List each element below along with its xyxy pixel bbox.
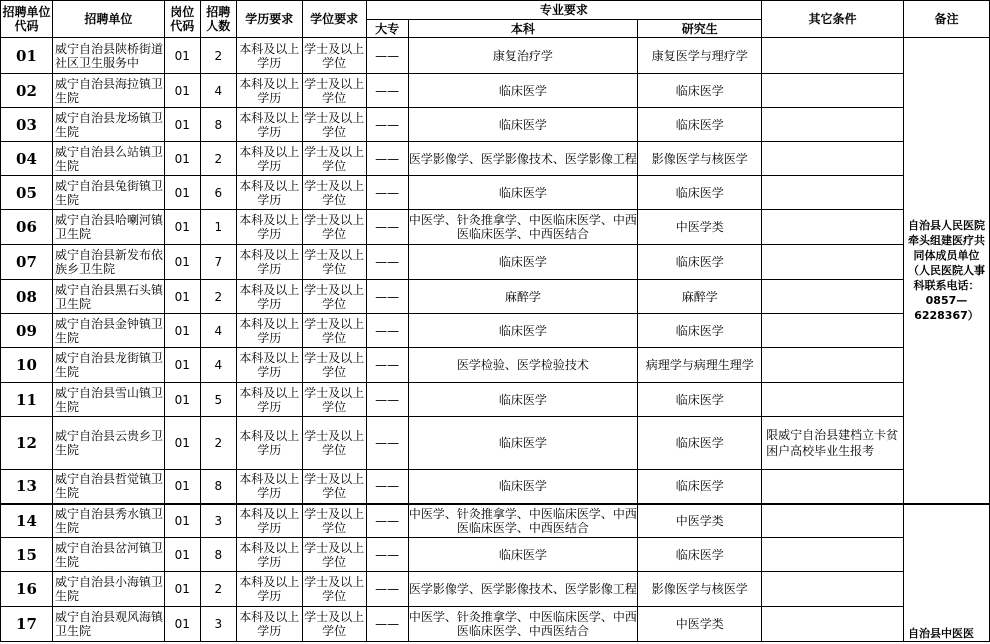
row-graduate: 中医学类 bbox=[638, 210, 762, 245]
row-post-code: 01 bbox=[164, 314, 200, 348]
row-graduate: 中医学类 bbox=[638, 607, 762, 642]
header-edu: 学历要求 bbox=[236, 1, 302, 38]
row-edu: 本科及以上学历 bbox=[236, 314, 302, 348]
row-edu: 本科及以上学历 bbox=[236, 176, 302, 210]
table-row bbox=[1, 108, 990, 142]
row-degree: 学士及以上学位 bbox=[302, 74, 366, 108]
row-edu: 本科及以上学历 bbox=[236, 538, 302, 572]
row-count: 2 bbox=[200, 417, 236, 470]
table-row bbox=[1, 383, 990, 417]
row-post-code: 01 bbox=[164, 245, 200, 280]
row-graduate: 中医学类 bbox=[638, 504, 762, 538]
row-edu: 本科及以上学历 bbox=[236, 504, 302, 538]
row-college: —— bbox=[366, 142, 408, 176]
row-degree: 学士及以上学位 bbox=[302, 38, 366, 74]
row-count: 1 bbox=[200, 210, 236, 245]
header-graduate: 研究生 bbox=[638, 20, 762, 38]
row-unit: 威宁自治县龙场镇卫生院 bbox=[52, 108, 164, 142]
header-major: 专业要求 bbox=[366, 1, 762, 20]
row-code: 04 bbox=[1, 142, 53, 176]
row-post-code: 01 bbox=[164, 348, 200, 383]
row-college: —— bbox=[366, 108, 408, 142]
row-degree: 学士及以上学位 bbox=[302, 607, 366, 642]
row-unit: 威宁自治县观风海镇卫生院 bbox=[52, 607, 164, 642]
table-row bbox=[1, 245, 990, 280]
row-degree: 学士及以上学位 bbox=[302, 245, 366, 280]
row-college: —— bbox=[366, 607, 408, 642]
table-row bbox=[1, 280, 990, 314]
header-bachelor: 本科 bbox=[408, 20, 638, 38]
row-unit: 威宁自治县云贵乡卫生院 bbox=[52, 417, 164, 470]
row-code: 15 bbox=[1, 538, 53, 572]
row-count: 3 bbox=[200, 504, 236, 538]
row-bachelor: 临床医学 bbox=[408, 538, 638, 572]
row-graduate: 影像医学与核医学 bbox=[638, 572, 762, 607]
row-degree: 学士及以上学位 bbox=[302, 572, 366, 607]
row-post-code: 01 bbox=[164, 607, 200, 642]
row-code: 07 bbox=[1, 245, 53, 280]
row-post-code: 01 bbox=[164, 538, 200, 572]
row-bachelor: 临床医学 bbox=[408, 383, 638, 417]
row-unit: 威宁自治县龙街镇卫生院 bbox=[52, 348, 164, 383]
row-bachelor: 中医学、针灸推拿学、中医临床医学、中西医临床医学、中西医结合 bbox=[408, 210, 638, 245]
row-post-code: 01 bbox=[164, 280, 200, 314]
header-unit-code: 招聘单位代码 bbox=[1, 1, 53, 38]
row-bachelor: 康复治疗学 bbox=[408, 38, 638, 74]
row-post-code: 01 bbox=[164, 210, 200, 245]
row-post-code: 01 bbox=[164, 38, 200, 74]
row-code: 02 bbox=[1, 74, 53, 108]
row-code: 12 bbox=[1, 417, 53, 470]
row-code: 06 bbox=[1, 210, 53, 245]
table-row bbox=[1, 348, 990, 383]
row-graduate: 临床医学 bbox=[638, 383, 762, 417]
row-college: —— bbox=[366, 38, 408, 74]
row-degree: 学士及以上学位 bbox=[302, 280, 366, 314]
row-graduate: 临床医学 bbox=[638, 108, 762, 142]
row-other bbox=[762, 504, 904, 538]
row-code: 17 bbox=[1, 607, 53, 642]
row-degree: 学士及以上学位 bbox=[302, 108, 366, 142]
remark-medical-group-1: 自治县人民医院牵头组建医疗共同体成员单位（人民医院人事科联系电话：0857—6228367） bbox=[903, 38, 989, 504]
table-row bbox=[1, 74, 990, 108]
remark-medical-group-2: 自治县中医医 bbox=[903, 504, 989, 642]
row-degree: 学士及以上学位 bbox=[302, 348, 366, 383]
row-edu: 本科及以上学历 bbox=[236, 142, 302, 176]
row-bachelor: 中医学、针灸推拿学、中医临床医学、中西医临床医学、中西医结合 bbox=[408, 607, 638, 642]
row-edu: 本科及以上学历 bbox=[236, 38, 302, 74]
row-other bbox=[762, 348, 904, 383]
row-edu: 本科及以上学历 bbox=[236, 348, 302, 383]
row-unit: 威宁自治县岔河镇卫生院 bbox=[52, 538, 164, 572]
row-unit: 威宁自治县海拉镇卫生院 bbox=[52, 74, 164, 108]
row-degree: 学士及以上学位 bbox=[302, 176, 366, 210]
row-graduate: 临床医学 bbox=[638, 417, 762, 470]
row-degree: 学士及以上学位 bbox=[302, 417, 366, 470]
row-other bbox=[762, 280, 904, 314]
row-graduate: 影像医学与核医学 bbox=[638, 142, 762, 176]
row-unit: 威宁自治县哈喇河镇卫生院 bbox=[52, 210, 164, 245]
row-count: 8 bbox=[200, 108, 236, 142]
row-college: —— bbox=[366, 245, 408, 280]
row-other: 限威宁自治县建档立卡贫困户高校毕业生报考 bbox=[762, 417, 904, 470]
row-code: 14 bbox=[1, 504, 53, 538]
row-bachelor: 医学检验、医学检验技术 bbox=[408, 348, 638, 383]
row-edu: 本科及以上学历 bbox=[236, 572, 302, 607]
row-other bbox=[762, 38, 904, 74]
row-code: 11 bbox=[1, 383, 53, 417]
row-unit: 威宁自治县黑石头镇卫生院 bbox=[52, 280, 164, 314]
row-count: 5 bbox=[200, 383, 236, 417]
row-college: —— bbox=[366, 383, 408, 417]
table-row bbox=[1, 470, 990, 504]
row-college: —— bbox=[366, 314, 408, 348]
row-graduate: 临床医学 bbox=[638, 314, 762, 348]
row-bachelor: 麻醉学 bbox=[408, 280, 638, 314]
row-graduate: 临床医学 bbox=[638, 245, 762, 280]
row-post-code: 01 bbox=[164, 417, 200, 470]
row-graduate: 临床医学 bbox=[638, 538, 762, 572]
row-bachelor: 中医学、针灸推拿学、中医临床医学、中西医临床医学、中西医结合 bbox=[408, 504, 638, 538]
row-unit: 威宁自治县哲觉镇卫生院 bbox=[52, 470, 164, 504]
row-other bbox=[762, 538, 904, 572]
row-code: 09 bbox=[1, 314, 53, 348]
row-edu: 本科及以上学历 bbox=[236, 417, 302, 470]
row-count: 2 bbox=[200, 280, 236, 314]
table-row bbox=[1, 142, 990, 176]
row-unit: 威宁自治县雪山镇卫生院 bbox=[52, 383, 164, 417]
row-post-code: 01 bbox=[164, 74, 200, 108]
row-bachelor: 临床医学 bbox=[408, 108, 638, 142]
row-college: —— bbox=[366, 572, 408, 607]
header-college: 大专 bbox=[366, 20, 408, 38]
row-graduate: 病理学与病理生理学 bbox=[638, 348, 762, 383]
row-other bbox=[762, 210, 904, 245]
row-unit: 威宁自治县金钟镇卫生院 bbox=[52, 314, 164, 348]
header-other: 其它条件 bbox=[762, 1, 904, 38]
row-college: —— bbox=[366, 538, 408, 572]
row-edu: 本科及以上学历 bbox=[236, 280, 302, 314]
row-graduate: 康复医学与理疗学 bbox=[638, 38, 762, 74]
row-other bbox=[762, 607, 904, 642]
row-degree: 学士及以上学位 bbox=[302, 470, 366, 504]
row-degree: 学士及以上学位 bbox=[302, 504, 366, 538]
row-post-code: 01 bbox=[164, 504, 200, 538]
table-row bbox=[1, 504, 990, 538]
row-degree: 学士及以上学位 bbox=[302, 142, 366, 176]
row-count: 4 bbox=[200, 314, 236, 348]
header-post-code: 岗位代码 bbox=[164, 1, 200, 38]
row-bachelor: 临床医学 bbox=[408, 245, 638, 280]
row-code: 03 bbox=[1, 108, 53, 142]
row-bachelor: 临床医学 bbox=[408, 176, 638, 210]
row-count: 8 bbox=[200, 538, 236, 572]
row-degree: 学士及以上学位 bbox=[302, 210, 366, 245]
row-college: —— bbox=[366, 74, 408, 108]
row-post-code: 01 bbox=[164, 572, 200, 607]
row-edu: 本科及以上学历 bbox=[236, 108, 302, 142]
header-degree: 学位要求 bbox=[302, 1, 366, 38]
row-degree: 学士及以上学位 bbox=[302, 314, 366, 348]
row-degree: 学士及以上学位 bbox=[302, 383, 366, 417]
row-edu: 本科及以上学历 bbox=[236, 383, 302, 417]
header-count: 招聘人数 bbox=[200, 1, 236, 38]
row-college: —— bbox=[366, 504, 408, 538]
row-unit: 威宁自治县新发布依族乡卫生院 bbox=[52, 245, 164, 280]
row-post-code: 01 bbox=[164, 176, 200, 210]
row-other bbox=[762, 108, 904, 142]
row-bachelor: 临床医学 bbox=[408, 314, 638, 348]
row-count: 7 bbox=[200, 245, 236, 280]
table-row bbox=[1, 538, 990, 572]
row-other bbox=[762, 572, 904, 607]
row-post-code: 01 bbox=[164, 142, 200, 176]
header-unit: 招聘单位 bbox=[52, 1, 164, 38]
row-post-code: 01 bbox=[164, 108, 200, 142]
row-college: —— bbox=[366, 176, 408, 210]
row-other bbox=[762, 74, 904, 108]
row-bachelor: 临床医学 bbox=[408, 74, 638, 108]
row-count: 4 bbox=[200, 348, 236, 383]
row-count: 3 bbox=[200, 607, 236, 642]
row-unit: 威宁自治县陕桥街道社区卫生服务中 bbox=[52, 38, 164, 74]
row-other bbox=[762, 142, 904, 176]
row-count: 2 bbox=[200, 572, 236, 607]
table-row bbox=[1, 314, 990, 348]
row-graduate: 麻醉学 bbox=[638, 280, 762, 314]
row-graduate: 临床医学 bbox=[638, 176, 762, 210]
table-row bbox=[1, 572, 990, 607]
row-count: 2 bbox=[200, 38, 236, 74]
row-count: 2 bbox=[200, 142, 236, 176]
row-college: —— bbox=[366, 470, 408, 504]
row-code: 10 bbox=[1, 348, 53, 383]
row-unit: 威宁自治县秀水镇卫生院 bbox=[52, 504, 164, 538]
row-count: 4 bbox=[200, 74, 236, 108]
row-other bbox=[762, 383, 904, 417]
row-other bbox=[762, 176, 904, 210]
row-unit: 威宁自治县么站镇卫生院 bbox=[52, 142, 164, 176]
row-code: 13 bbox=[1, 470, 53, 504]
row-other bbox=[762, 470, 904, 504]
table-row bbox=[1, 176, 990, 210]
row-graduate: 临床医学 bbox=[638, 470, 762, 504]
row-edu: 本科及以上学历 bbox=[236, 470, 302, 504]
row-edu: 本科及以上学历 bbox=[236, 74, 302, 108]
row-bachelor: 医学影像学、医学影像技术、医学影像工程 bbox=[408, 572, 638, 607]
row-count: 6 bbox=[200, 176, 236, 210]
row-bachelor: 医学影像学、医学影像技术、医学影像工程 bbox=[408, 142, 638, 176]
row-code: 16 bbox=[1, 572, 53, 607]
row-graduate: 临床医学 bbox=[638, 74, 762, 108]
table-row bbox=[1, 607, 990, 642]
row-count: 8 bbox=[200, 470, 236, 504]
row-college: —— bbox=[366, 417, 408, 470]
row-college: —— bbox=[366, 348, 408, 383]
row-college: —— bbox=[366, 280, 408, 314]
row-unit: 威宁自治县兔街镇卫生院 bbox=[52, 176, 164, 210]
row-edu: 本科及以上学历 bbox=[236, 607, 302, 642]
row-code: 08 bbox=[1, 280, 53, 314]
row-bachelor: 临床医学 bbox=[408, 417, 638, 470]
row-edu: 本科及以上学历 bbox=[236, 245, 302, 280]
row-other bbox=[762, 245, 904, 280]
row-unit: 威宁自治县小海镇卫生院 bbox=[52, 572, 164, 607]
row-post-code: 01 bbox=[164, 383, 200, 417]
table-row bbox=[1, 38, 990, 74]
row-code: 01 bbox=[1, 38, 53, 74]
row-other bbox=[762, 314, 904, 348]
row-post-code: 01 bbox=[164, 470, 200, 504]
row-college: —— bbox=[366, 210, 408, 245]
row-edu: 本科及以上学历 bbox=[236, 210, 302, 245]
row-bachelor: 临床医学 bbox=[408, 470, 638, 504]
table-row bbox=[1, 417, 990, 470]
table-row bbox=[1, 210, 990, 245]
row-degree: 学士及以上学位 bbox=[302, 538, 366, 572]
row-code: 05 bbox=[1, 176, 53, 210]
header-remark: 备注 bbox=[903, 1, 989, 38]
